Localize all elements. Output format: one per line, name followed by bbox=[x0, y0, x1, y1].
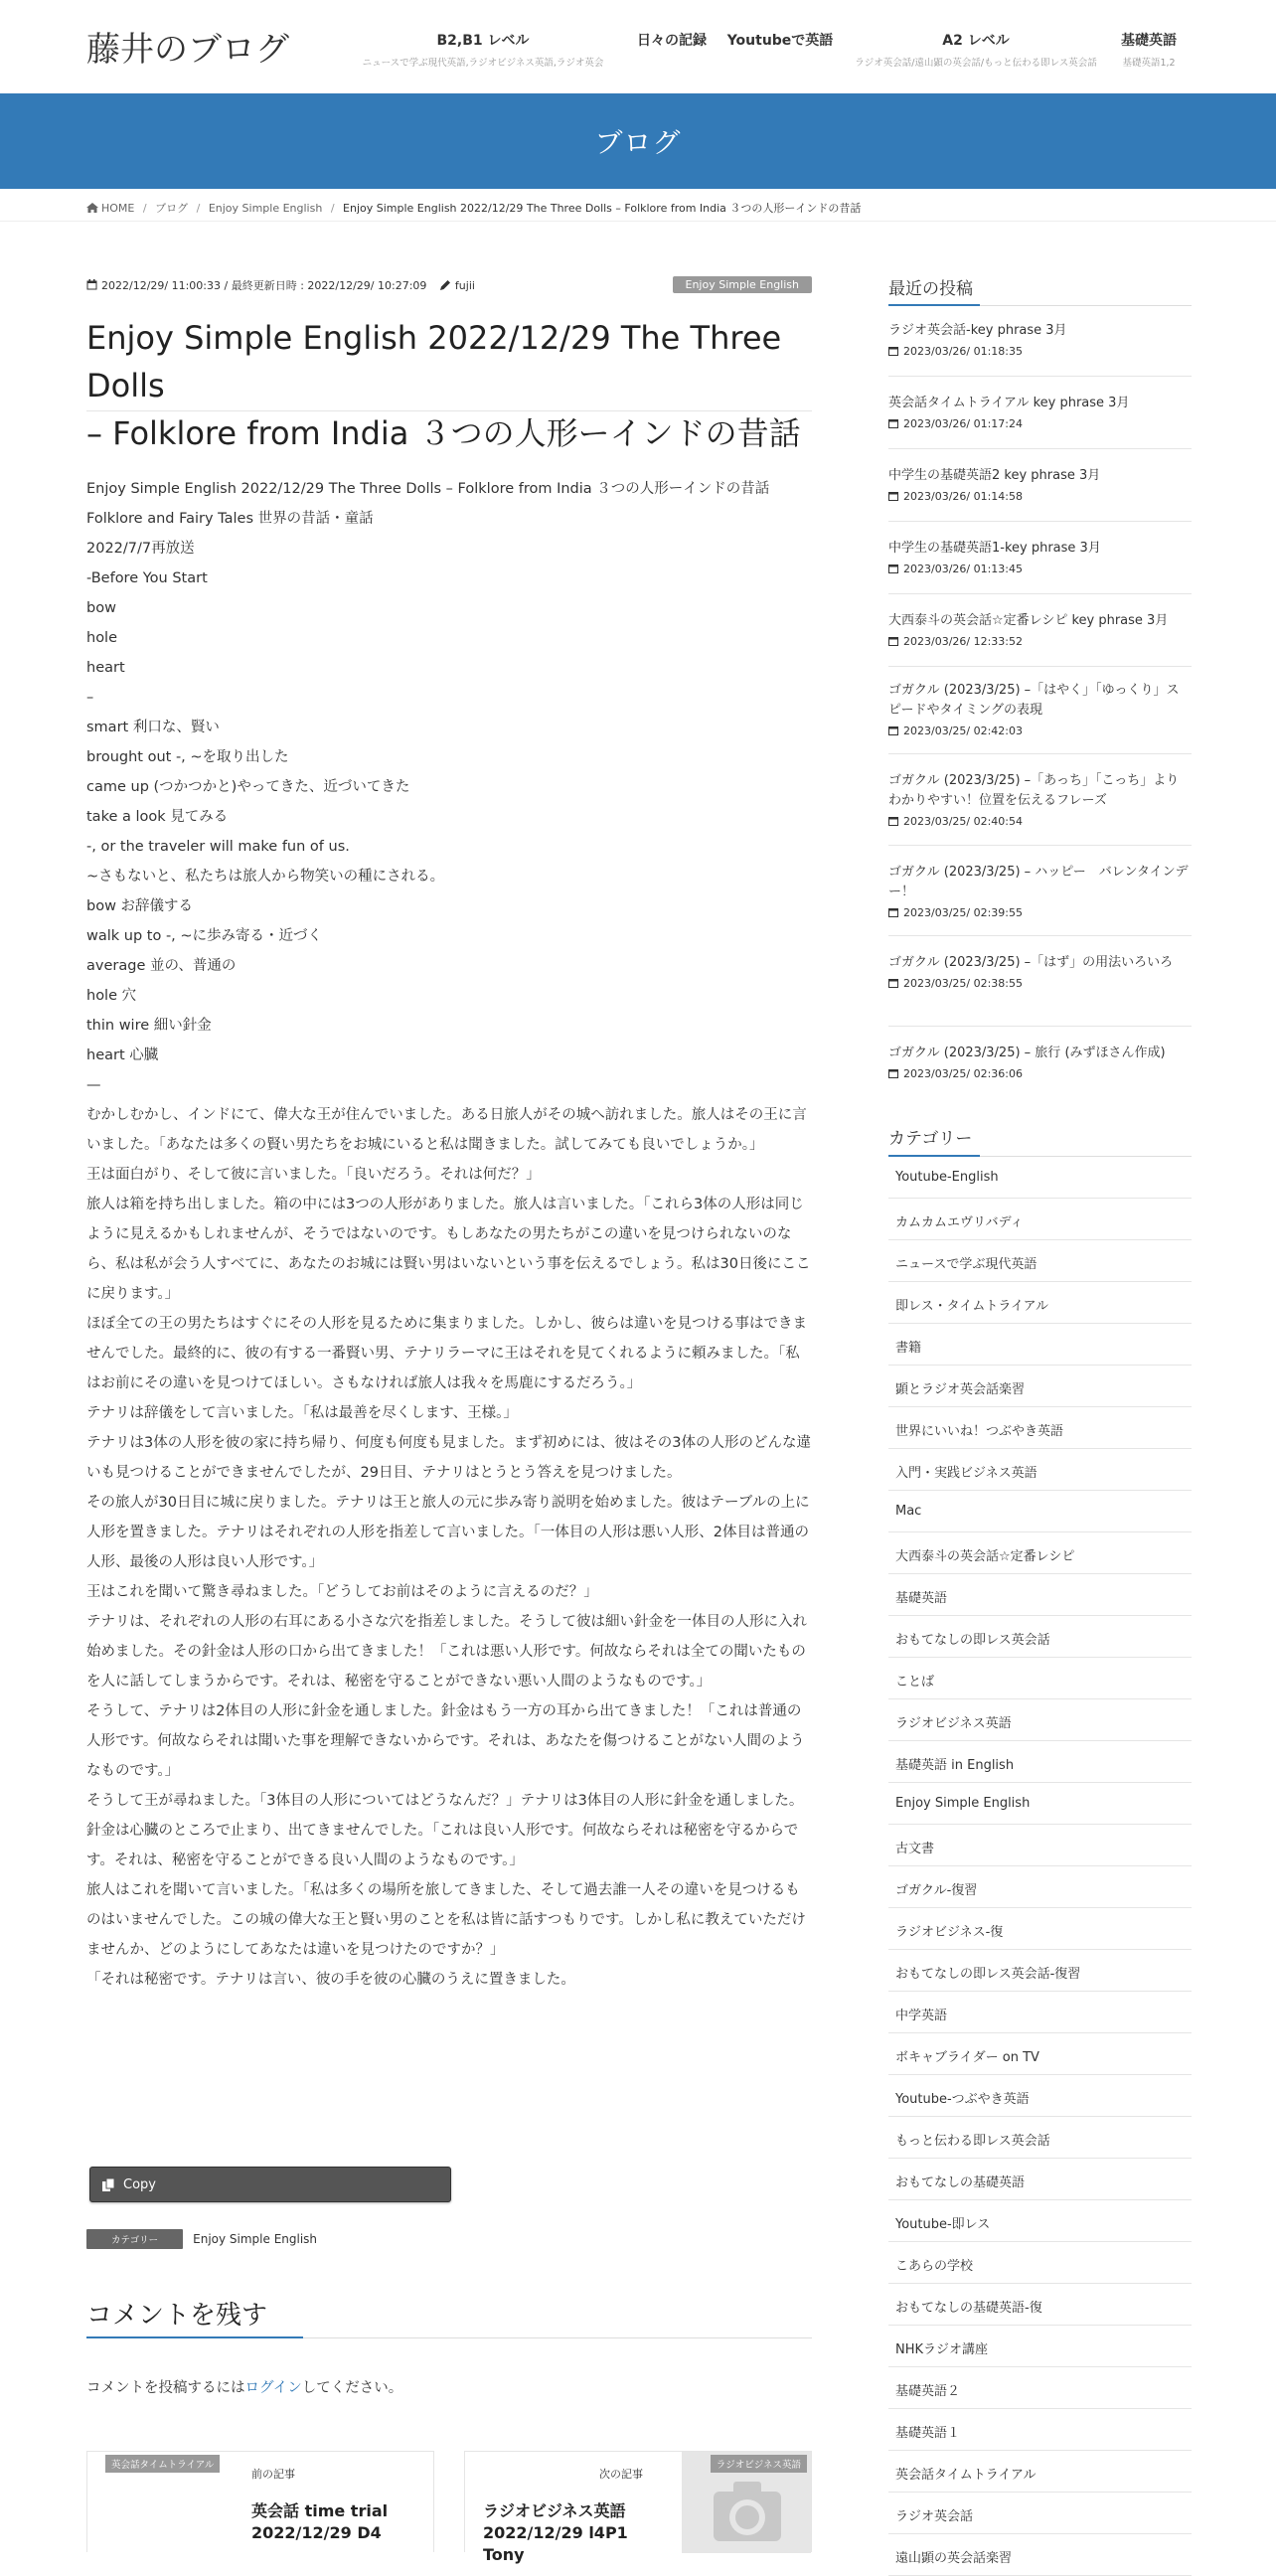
recent-post-divider bbox=[888, 845, 1192, 846]
recent-post-title: ゴガクル (2023/3/25) –「はやく」「ゆっくり」スピードやタイミングの表現 bbox=[888, 683, 1180, 718]
category-item-label: Youtube-即レス bbox=[895, 2217, 991, 2232]
breadcrumb-current: Enjoy Simple English 2022/12/29 The Three Dolls – Folklore from India ３つの人形ーインドの昔話 bbox=[343, 202, 862, 215]
recent-post-divider bbox=[888, 448, 1192, 449]
calendar-icon bbox=[888, 346, 898, 356]
global-nav bbox=[0, 30, 1276, 70]
recent-post-item[interactable] bbox=[888, 1044, 1192, 1080]
camera-icon bbox=[710, 2474, 785, 2543]
nav-sublabel: ニュースで学ぶ現代英語,ラジオビジネス英語,ラジオ英会 bbox=[362, 58, 604, 69]
category-item-label: ラジオビジネス英語 bbox=[895, 1716, 1012, 1731]
next-post-label: 次の記事 bbox=[599, 2468, 643, 2481]
category-item[interactable] bbox=[888, 1449, 1192, 1491]
body-paragraph: smart 利口な、賢い bbox=[86, 720, 220, 735]
nav-sublabel: 基礎英語1,2 bbox=[1122, 58, 1176, 69]
recent-post-date-text: 2023/03/25/ 02:40:54 bbox=[903, 815, 1024, 828]
category-item[interactable] bbox=[888, 1866, 1192, 1908]
category-item[interactable] bbox=[888, 1157, 1192, 1199]
calendar-icon bbox=[888, 564, 898, 573]
recent-post-date-text: 2023/03/26/ 01:17:24 bbox=[903, 417, 1024, 430]
recent-posts-title: 最近の投稿 bbox=[888, 279, 973, 299]
recent-post-date-text: 2023/03/25/ 02:39:55 bbox=[903, 906, 1024, 919]
recent-post-divider bbox=[888, 935, 1192, 936]
nav-item-kiso[interactable] bbox=[1111, 30, 1187, 69]
category-item-label: 入門・実践ビジネス英語 bbox=[895, 1466, 1037, 1481]
recent-post-title: ラジオ英会話-key phrase 3月 bbox=[888, 323, 1067, 338]
category-item[interactable] bbox=[888, 2117, 1192, 2159]
category-item[interactable] bbox=[888, 1992, 1192, 2033]
body-paragraph: そうして王が尋ねました。「3体目の人形についてはどうなんだ？」テナリは3体目の人形に針金を通しました。針金は心臓のところで止まり、出てきませんでした。「これは良い人形です。何故ならそれは秘密を守るからです。それは、秘密を守ることができる良い人間のようなものです。」 bbox=[86, 1793, 804, 1868]
next-post-card[interactable] bbox=[464, 2451, 812, 2564]
recent-posts-divider-accent bbox=[888, 304, 980, 306]
title-divider bbox=[86, 410, 812, 411]
recent-post-date bbox=[888, 490, 1192, 503]
nav-label: 基礎英語 bbox=[1121, 33, 1177, 49]
page-header bbox=[0, 93, 1276, 189]
page-header-title: ブログ bbox=[594, 126, 682, 159]
body-paragraph: bow お辞儀する bbox=[86, 898, 194, 914]
body-paragraph: hole bbox=[86, 630, 118, 646]
category-item-label: 大西泰斗の英会話☆定番レシピ bbox=[895, 1549, 1075, 1564]
category-item[interactable] bbox=[888, 2493, 1192, 2534]
breadcrumb bbox=[0, 189, 1276, 222]
recent-post-date-text: 2023/03/26/ 01:14:58 bbox=[903, 490, 1024, 503]
recent-post-divider bbox=[888, 376, 1192, 377]
copy-icon bbox=[102, 2178, 115, 2191]
recent-post-divider bbox=[888, 1026, 1192, 1027]
recent-post-item[interactable] bbox=[888, 863, 1192, 919]
category-item[interactable] bbox=[888, 2033, 1192, 2075]
entry-meta bbox=[86, 277, 812, 297]
nav-item-a2[interactable] bbox=[850, 30, 1102, 69]
category-item[interactable] bbox=[888, 2367, 1192, 2409]
recent-post-title: ゴガクル (2023/3/25) –「あっち」「こっち」よりわかりやすい！位置を伝えるフレーズ bbox=[888, 773, 1180, 808]
recent-post-date bbox=[888, 815, 1192, 828]
recent-post-title: 中学生の基礎英語1-key phrase 3月 bbox=[888, 541, 1101, 556]
category-item[interactable] bbox=[888, 1199, 1192, 1240]
category-item-label: Youtube-つぶやき英語 bbox=[895, 2092, 1030, 2107]
recent-post-item[interactable] bbox=[888, 681, 1192, 737]
recent-post-divider bbox=[888, 666, 1192, 667]
category-item[interactable] bbox=[888, 1282, 1192, 1324]
body-paragraph: -, or the traveler will make fun of us. bbox=[86, 839, 350, 855]
site-header bbox=[0, 0, 1276, 93]
prev-post-badge: 英会話タイムトライアル bbox=[105, 2455, 220, 2473]
category-item[interactable] bbox=[888, 2242, 1192, 2284]
recent-post-item[interactable] bbox=[888, 771, 1192, 828]
recent-post-date bbox=[888, 724, 1192, 737]
nav-label: B2,B1 レベル bbox=[436, 33, 530, 49]
recent-post-date bbox=[888, 977, 1192, 990]
category-item[interactable] bbox=[888, 2409, 1192, 2451]
category-item-label: 基礎英語 in English bbox=[895, 1758, 1015, 1773]
nav-item-daily[interactable] bbox=[627, 30, 717, 50]
recent-post-date bbox=[888, 345, 1192, 358]
calendar-icon bbox=[888, 907, 898, 917]
category-item[interactable] bbox=[888, 1574, 1192, 1616]
category-item-label: おもてなしの基礎英語-復 bbox=[895, 2301, 1042, 2316]
body-paragraph: hole 穴 bbox=[86, 988, 137, 1004]
breadcrumb-separator: / bbox=[196, 202, 201, 215]
category-item-label: 基礎英語２ bbox=[895, 2384, 961, 2399]
body-paragraph: thin wire 細い針金 bbox=[86, 1018, 212, 1034]
category-item[interactable] bbox=[888, 2159, 1192, 2200]
next-post-badge: ラジオビジネス英語 bbox=[711, 2455, 807, 2473]
category-item-label: カムカムエヴリバディ bbox=[895, 1215, 1024, 1230]
calendar-icon bbox=[86, 279, 97, 290]
category-item[interactable] bbox=[888, 2534, 1192, 2576]
post-category-row bbox=[86, 2229, 317, 2249]
home-icon bbox=[86, 203, 98, 213]
category-item-label: 古文書 bbox=[895, 1842, 935, 1856]
recent-post-item[interactable] bbox=[888, 394, 1192, 430]
category-item-label: 基礎英語 bbox=[895, 1591, 948, 1606]
post-author[interactable]: fujii bbox=[454, 279, 475, 292]
body-paragraph: 「それは秘密です。テナリは言い、彼の手を彼の心臓のうえに置きました。 bbox=[86, 1972, 575, 1988]
category-link[interactable]: Enjoy Simple English bbox=[193, 2232, 318, 2246]
body-paragraph: -Before You Start bbox=[86, 570, 208, 586]
category-item[interactable] bbox=[888, 1240, 1192, 1282]
category-list bbox=[888, 1157, 1192, 2576]
recent-post-date bbox=[888, 1067, 1192, 1080]
category-item[interactable] bbox=[888, 1532, 1192, 1574]
category-item-label: おもてなしの即レス英会話 bbox=[895, 1633, 1050, 1648]
category-item[interactable] bbox=[888, 2284, 1192, 2326]
login-link[interactable]: ログイン bbox=[244, 2380, 302, 2396]
body-paragraph: brought out -, ~を取り出した bbox=[86, 749, 289, 765]
category-item[interactable] bbox=[888, 1825, 1192, 1866]
body-paragraph: 王はこれを聞いて驚き尋ねました。「どうしてお前はそのように言えるのだ？」 bbox=[86, 1584, 598, 1600]
category-item[interactable] bbox=[888, 1699, 1192, 1741]
prev-post-title: 英会話 time trial 2022/12/29 D4 bbox=[251, 2501, 389, 2542]
category-item[interactable] bbox=[888, 1407, 1192, 1449]
breadcrumb-home[interactable] bbox=[86, 202, 138, 215]
body-paragraph: ほぼ全ての王の男たちはすぐにその人形を見るために集まりました。しかし、彼らは違いを見つける事はできませんでした。最終的に、彼の有する一番賢い男、テナリラーマに王はそれを見てくれるように頼みました。「私はお前にその違いを見つけてほしい。さもなければ旅人は我々を馬鹿にするだろう。」 bbox=[86, 1316, 807, 1391]
calendar-icon bbox=[888, 418, 898, 428]
recent-post-divider bbox=[888, 593, 1192, 594]
category-item-label: ニュースで学ぶ現代英語 bbox=[895, 1257, 1037, 1272]
body-paragraph: 王は面白がり、そして彼に言いました。「良いだろう。それは何だ？」 bbox=[86, 1167, 541, 1183]
category-item[interactable] bbox=[888, 1741, 1192, 1783]
recent-post-date-text: 2023/03/26/ 01:13:45 bbox=[903, 563, 1024, 575]
category-item-label: Youtube-English bbox=[895, 1170, 999, 1185]
breadcrumb-home-label: HOME bbox=[101, 202, 135, 215]
calendar-icon bbox=[888, 725, 898, 735]
comment-text-after: してください。 bbox=[301, 2380, 403, 2396]
category-item[interactable] bbox=[888, 1616, 1192, 1658]
category-item-label: ラジオ英会話 bbox=[895, 2509, 974, 2524]
category-item[interactable] bbox=[888, 1950, 1192, 1992]
category-item-label: おもてなしの即レス英会話-復習 bbox=[895, 1967, 1081, 1982]
categories-title: カテゴリー bbox=[888, 1129, 973, 1149]
body-paragraph: その旅人が30日目に城に戻りました。テナリは王と旅人の元に歩み寄り説明を始めました。彼はテーブルの上に人形を置きました。テナリはそれぞれの人形を指差して言いました。「一体目の人形は悪い人形、2体目は普通の人形、最後の人形は良い人形です。」 bbox=[86, 1495, 810, 1570]
recent-post-date bbox=[888, 906, 1192, 919]
post-navigation bbox=[86, 2451, 812, 2564]
calendar-icon bbox=[888, 978, 898, 988]
post-category-badge[interactable]: Enjoy Simple English bbox=[673, 276, 813, 293]
category-item[interactable] bbox=[888, 1783, 1192, 1825]
prev-post-label: 前の記事 bbox=[251, 2468, 295, 2481]
recent-post-date-text: 2023/03/25/ 02:42:03 bbox=[903, 724, 1024, 737]
site-title[interactable]: 藤井のブログ bbox=[86, 30, 289, 70]
nav-label: 日々の記録 bbox=[637, 33, 707, 49]
body-paragraph: came up (つかつかと)やってきた、近づいてきた bbox=[86, 779, 410, 795]
category-item-label: もっと伝わる即レス英会話 bbox=[895, 2134, 1050, 2149]
body-paragraph: – bbox=[86, 690, 94, 706]
body-paragraph: 旅人は箱を持ち出しました。箱の中には3つの人形がありました。旅人は言いました。「これら3体の人形は同じように見えるかもしれませんが、そうではないのです。もしあなたの男たちがこの違いを見つけられないのなら、私は私が会う人すべてに、あなたのお城には賢い男はいないという事を伝えるでしょう。私は30日後にここに戻ります。」 bbox=[86, 1197, 811, 1302]
category-label: カテゴリー bbox=[86, 2229, 183, 2249]
recent-post-date-text: 2023/03/25/ 02:38:55 bbox=[903, 977, 1024, 990]
recent-post-date bbox=[888, 417, 1192, 430]
breadcrumb-blog[interactable]: ブログ bbox=[155, 202, 189, 215]
category-item-label: ラジオビジネス-復 bbox=[895, 1925, 1004, 1940]
category-item-label: ことば bbox=[895, 1675, 935, 1690]
breadcrumb-separator: / bbox=[330, 202, 335, 215]
nav-item-b2b1[interactable] bbox=[349, 30, 617, 69]
breadcrumb-separator: / bbox=[142, 202, 147, 215]
body-paragraph: — bbox=[86, 1077, 101, 1093]
category-item-label: 遠山顕の英会話楽習 bbox=[895, 2551, 1013, 2566]
category-item-label: こあらの学校 bbox=[895, 2259, 974, 2274]
category-item[interactable] bbox=[888, 2075, 1192, 2117]
category-item[interactable] bbox=[888, 2326, 1192, 2367]
post-date: 2022/12/29/ 11:00:33 / 最終更新日時 : 2022/12/29/ 10:27:09 bbox=[101, 279, 427, 292]
post-title-line2: – Folklore from India ３つの人形ーインドの昔話 bbox=[86, 414, 801, 452]
recent-post-item[interactable] bbox=[888, 321, 1192, 358]
body-paragraph: むかしむかし、インドにて、偉大な王が住んでいました。ある日旅人がその城へ訪れました。旅人はその王に言いました。「あなたは多くの賢い男たちをお城にいると私は聞きました。試してみても良いでしょうか。」 bbox=[86, 1107, 807, 1153]
recent-post-date-text: 2023/03/26/ 12:33:52 bbox=[903, 635, 1024, 648]
body-paragraph: 2022/7/7再放送 bbox=[86, 541, 195, 557]
category-item[interactable] bbox=[888, 1324, 1192, 1366]
recent-post-item[interactable] bbox=[888, 611, 1192, 648]
body-paragraph: take a look 見てみる bbox=[86, 809, 229, 825]
category-item[interactable] bbox=[888, 1658, 1192, 1699]
category-item-label: NHKラジオ講座 bbox=[895, 2342, 989, 2357]
recent-post-date-text: 2023/03/25/ 02:36:06 bbox=[903, 1067, 1024, 1080]
comment-text-before: コメントを投稿するには bbox=[86, 2380, 245, 2396]
body-paragraph: そうして、テナリは2体目の人形に針金を通しました。針金はもう一方の耳から出てきました！「これは普通の人形です。何故ならそれは聞いた事を理解できないからです。それは、あなたを傷つけることがない人間のようなものです。」 bbox=[86, 1703, 805, 1779]
category-item[interactable] bbox=[888, 2451, 1192, 2493]
copy-button[interactable] bbox=[89, 2167, 451, 2202]
recent-post-title: ゴガクル (2023/3/25) – ハッピー バレンタインデー！ bbox=[888, 865, 1189, 899]
nav-item-youtube[interactable] bbox=[721, 30, 839, 50]
calendar-icon bbox=[888, 636, 898, 646]
category-item-label: Enjoy Simple English bbox=[895, 1796, 1031, 1811]
category-item-label: 即レス・タイムトライアル bbox=[895, 1299, 1049, 1314]
body-paragraph: average 並の、普通の bbox=[86, 958, 237, 974]
body-paragraph: heart bbox=[86, 660, 125, 676]
recent-post-date bbox=[888, 563, 1192, 575]
nav-sublabel: ラジオ英会話/遠山顕の英会話/もっと伝わる即レス英会話 bbox=[855, 58, 1097, 69]
recent-post-title: ゴガクル (2023/3/25) – 旅行 (みずほさん作成) bbox=[888, 1046, 1166, 1060]
copy-button-label: Copy bbox=[123, 2177, 156, 2192]
pencil-icon bbox=[440, 279, 451, 290]
breadcrumb-category[interactable]: Enjoy Simple English bbox=[208, 202, 323, 215]
recent-post-title: ゴガクル (2023/3/25) –「はず」の用法いろいろ bbox=[888, 955, 1174, 970]
category-item-label: 書籍 bbox=[895, 1341, 922, 1356]
prev-post-card[interactable] bbox=[86, 2451, 434, 2552]
next-post-title: ラジオビジネス英語 2022/12/29 l4P1 Tony bbox=[483, 2501, 628, 2564]
nav-label: Youtubeで英語 bbox=[726, 33, 834, 49]
category-item-label: おもてなしの基礎英語 bbox=[895, 2175, 1026, 2190]
calendar-icon bbox=[888, 1068, 898, 1078]
category-item[interactable] bbox=[888, 1491, 1192, 1532]
body-paragraph: heart 心臓 bbox=[86, 1047, 159, 1063]
recent-post-item[interactable] bbox=[888, 953, 1192, 990]
nav-label: A2 レベル bbox=[942, 33, 1010, 49]
recent-post-date-text: 2023/03/26/ 01:18:35 bbox=[903, 345, 1024, 358]
body-paragraph: Folklore and Fairy Tales 世界の昔話・童話 bbox=[86, 511, 374, 527]
calendar-icon bbox=[888, 491, 898, 501]
calendar-icon bbox=[888, 816, 898, 826]
category-item-label: 顕とラジオ英会話楽習 bbox=[895, 1382, 1026, 1397]
body-paragraph: テナリは、それぞれの人形の右耳にある小さな穴を指差しました。そうして彼は細い針金を一体目の人形に入れ始めました。その針金は人形の口から出てきました！「これは悪い人形です。何故ならそれは全ての聞いたものを人に話してしまうからです。それは、秘密を守ることができない悪い人間のようなものです。」 bbox=[86, 1614, 807, 1690]
body-paragraph: Enjoy Simple English 2022/12/29 The Three Dolls – Folklore from India ３つの人形ーインドの昔話 bbox=[86, 481, 770, 497]
category-item-label: 英会話タイムトライアル bbox=[895, 2468, 1037, 2483]
recent-post-title: 大西泰斗の英会話☆定番レシピ key phrase 3月 bbox=[888, 613, 1169, 628]
recent-post-divider bbox=[888, 753, 1192, 754]
body-paragraph: ~さもないと、私たちは旅人から物笑いの種にされる。 bbox=[86, 869, 445, 885]
recent-post-item[interactable] bbox=[888, 539, 1192, 575]
recent-post-title: 中学生の基礎英語2 key phrase 3月 bbox=[888, 468, 1101, 483]
comment-heading: コメントを残す bbox=[86, 2301, 268, 2331]
post-body bbox=[86, 474, 812, 1995]
recent-post-item[interactable] bbox=[888, 466, 1192, 503]
post-title-line1: Enjoy Simple English 2022/12/29 The Three Dolls bbox=[86, 319, 782, 404]
recent-post-date bbox=[888, 635, 1192, 648]
category-item-label: Mac bbox=[895, 1504, 922, 1519]
comment-login-note bbox=[86, 2376, 402, 2397]
body-paragraph: テナリは辞儀をして言いました。「私は最善を尽くします、王様。」 bbox=[86, 1405, 518, 1421]
category-item[interactable] bbox=[888, 1908, 1192, 1950]
category-item-label: 中学英語 bbox=[895, 2009, 948, 2023]
category-item-label: 世界にいいね！つぶやき英語 bbox=[895, 1424, 1064, 1439]
body-paragraph: bow bbox=[86, 600, 116, 616]
body-paragraph: テナリは3体の人形を彼の家に持ち帰り、何度も何度も見ました。まず初めには、彼はその3体の人形のどんな違いも見つけることができませんでしたが、29日目、テナリはとうとう答えを見つけました。 bbox=[86, 1435, 811, 1481]
category-item[interactable] bbox=[888, 1366, 1192, 1407]
category-item-label: ゴガクル-復習 bbox=[895, 1883, 978, 1898]
comment-divider-accent bbox=[86, 2336, 303, 2338]
category-item-label: 基礎英語１ bbox=[895, 2426, 961, 2441]
category-item-label: ボキャブライダー on TV bbox=[895, 2050, 1039, 2065]
post-title bbox=[86, 314, 812, 457]
body-paragraph: walk up to -, ~に歩み寄る・近づく bbox=[86, 928, 323, 944]
recent-post-title: 英会話タイムトライアル key phrase 3月 bbox=[888, 396, 1130, 410]
recent-post-divider bbox=[888, 521, 1192, 522]
category-item[interactable] bbox=[888, 2200, 1192, 2242]
body-paragraph: 旅人はこれを聞いて言いました。「私は多くの場所を旅してきました、そして過去誰一人その違いを見つけるものはいませんでした。この城の偉大な王と賢い男のことを私は皆に話すつもりです。しかし私に教えていただけませんか、どのようにしてあなたは違いを見つけたのですか？」 bbox=[86, 1882, 806, 1958]
